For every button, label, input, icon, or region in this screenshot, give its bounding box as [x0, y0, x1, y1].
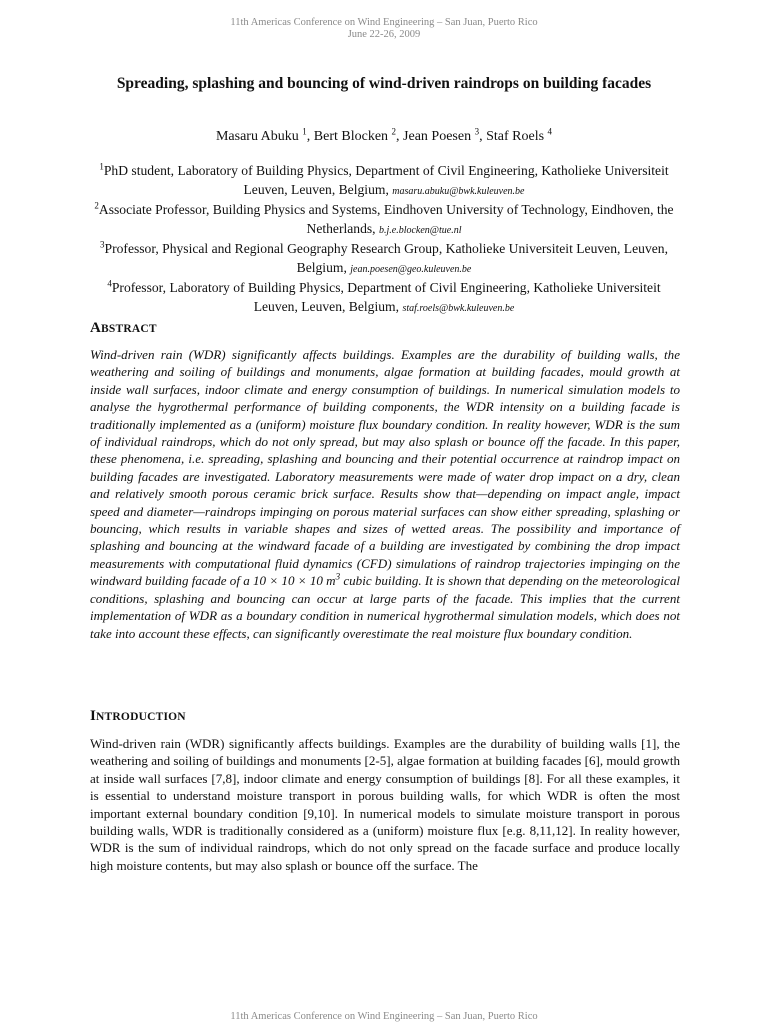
- author-3: Jean Poesen $^3$: [403, 126, 480, 144]
- affiliation-list: [90, 162, 678, 318]
- introduction-heading: INTRODUCTION: [90, 708, 186, 724]
- abstract-text: Wind-driven rain (WDR) significantly affects buildings. Examples are the durability of building walls, the weathering and soiling of buildings and monuments, algae formation at building facades, mould growth at inside wall surfaces, indoor climate and energy consumption of buildings. In numerical simulation models to analyse the hygrothermal performance of building components, the WDR intensity on a building facade is traditionally implemented as a (uniform) moisture flux boundary condition. In reality however, WDR is the sum of individual raindrops, which do not only spread, but may also splash or bounce off the facade. In this paper, these phenomena, i.e. spreading, splashing and bouncing and their potential occurrence at raindrop impact on building facades are investigated. Laboratory measurements were made of water drop impact on a dry, clean and relatively smooth porous ceramic brick surface. Results show that—depending on impact angle, impact speed and diameter—raindrops impinging on porous material surfaces can show either spreading, splashing or bouncing, which results in variable shapes and sizes of wetted areas. The possibility and importance of splashing and bouncing at the windward facade of a building are investigated by combining the drop impact measurements with computational fluid dynamics (CFD) simulations of raindrop trajectories impinging on the windward building facade of a 10 × 10 × 10 $m^3$ cubic building. It is shown that depending on the meteorological conditions, splashing and bouncing can occur at large parts of the facade. This implies that the current implementation of WDR as a boundary condition in numerical hygrothermal simulation models, which does not take into account these effects, can significantly overestimate the real moisture flux boundary condition.: [90, 347, 680, 641]
- abstract-heading: ABSTRACT: [90, 320, 157, 336]
- affiliation-3: $^3$Professor, Physical and Regional Geography Research Group, Katholieke Universiteit Leuven, Leuven, Belgium, jean.poesen@geo.kuleuven.be: [100, 239, 668, 275]
- header-dates: June 22-26, 2009: [347, 29, 421, 40]
- email-link[interactable]: jean.poesen@geo.kuleuven.be: [350, 263, 472, 275]
- page-header: [0, 17, 768, 41]
- email-link[interactable]: masaru.abuku@bwk.kuleuven.be: [392, 185, 525, 197]
- email-link[interactable]: b.j.e.blocken@tue.nl: [378, 224, 462, 236]
- author-1: Masaru Abuku $^1$: [215, 126, 307, 144]
- introduction-text: Wind-driven rain (WDR) significantly affects buildings. Examples are the durability of building walls [1], the weathering and soiling of buildings and monuments [2-5], algae formation at building facades [6], mould growth at inside wall surfaces [7,8], indoor climate and energy consumption of buildings [8]. For all these examples, it is essential to understand moisture transport in porous building walls, for which WDR is often the most important external boundary condition [9,10]. In numerical models to simulate moisture transport in porous building walls, WDR is traditionally considered as a (uniform) moisture flux [e.g. 8,11,12]. In reality however, WDR is the sum of individual raindrops, which do not only spread on the facade surface and produce locally high moisture contents, but may also splash or bounce off the surface. The: [90, 736, 680, 873]
- affiliation-2: $^2$Associate Professor, Building Physics and Systems, Eindhoven University of Technology, Eindhoven, the Netherlands, b.j.e.blocken@tue.nl: [94, 200, 674, 236]
- author-2: Bert Blocken $^2$: [313, 126, 397, 144]
- author-list: Masaru Abuku $^1$, Bert Blocken $^2$, Jean Poesen $^3$, Staf Roels $^4$: [215, 126, 553, 144]
- header-conference: 11th Americas Conference on Wind Engineering – San Juan, Puerto Rico: [230, 17, 538, 28]
- paper-title: Spreading, splashing and bouncing of wind-driven raindrops on building facades: [116, 75, 652, 92]
- author-4: Staf Roels $^4$: [486, 126, 553, 144]
- affiliation-4: $^4$Professor, Laboratory of Building Physics, Department of Civil Engineering, Katholieke Universiteit Leuven, Leuven, Belgium, staf.roels@bwk.kuleuven.be: [107, 278, 661, 314]
- page-footer: 11th Americas Conference on Wind Engineering – San Juan, Puerto Rico: [230, 1011, 538, 1022]
- email-link[interactable]: staf.roels@bwk.kuleuven.be: [402, 302, 515, 314]
- affiliation-1: $^1$PhD student, Laboratory of Building Physics, Department of Civil Engineering, Katholieke Universiteit Leuven, Leuven, Belgium, masaru.abuku@bwk.kuleuven.be: [99, 161, 669, 197]
